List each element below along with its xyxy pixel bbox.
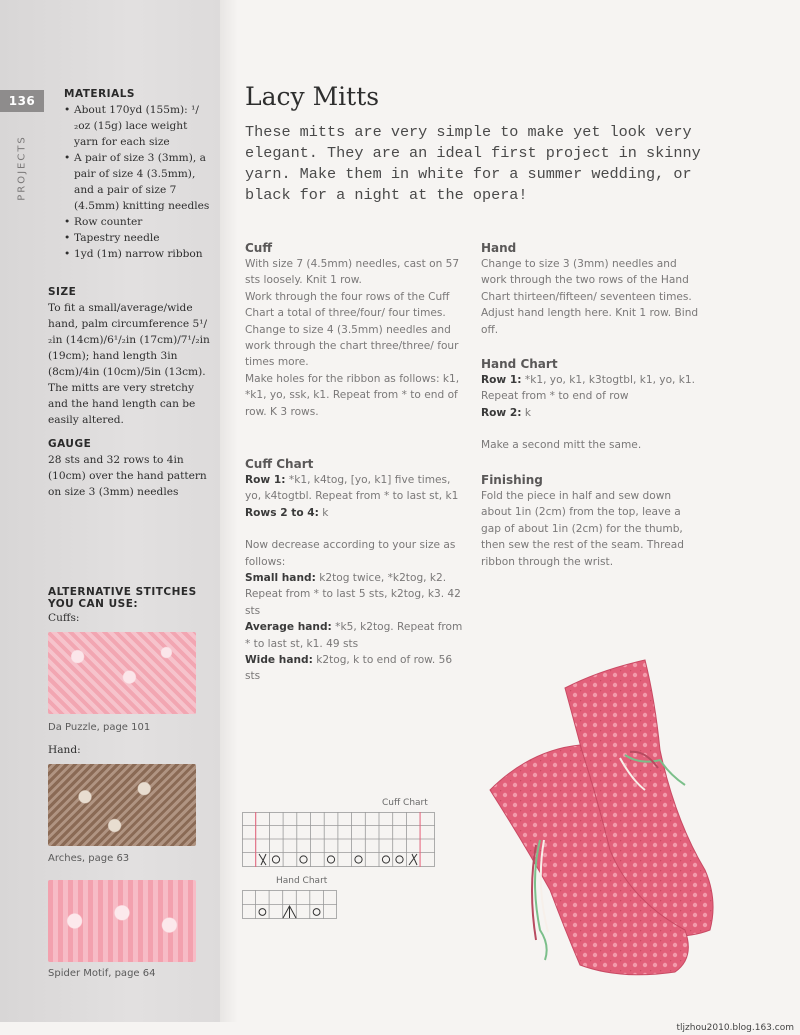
- size-block: [48, 286, 214, 428]
- list-item: • 1yd (1m) narrow ribbon: [64, 246, 214, 262]
- swatch-caption: Arches, page 63: [48, 853, 130, 864]
- cuff-paragraph: Make holes for the ribbon as follows: k1, *k1, yo, ssk, k1. Repeat from * to end of row. K 3 rows.: [245, 372, 460, 418]
- gauge-block: [48, 438, 214, 500]
- cuff-chart-section: [245, 456, 465, 685]
- gutter-shadow: [220, 0, 238, 1022]
- materials-block: [64, 88, 214, 262]
- materials-list: [64, 102, 214, 262]
- list-item: • Tapestry needle: [64, 230, 214, 246]
- page-number: 136: [0, 90, 44, 112]
- hand-section: [481, 240, 703, 338]
- hand-chart-row1: Row 1: *k1, yo, k1, k3togtbl, k1, yo, k1. Repeat from * to end of row: [481, 374, 696, 403]
- cuff-chart-grid: [242, 812, 436, 868]
- hand-heading: Hand: [481, 241, 517, 255]
- finishing-heading: Finishing: [481, 473, 543, 487]
- section-label: PROJECTS: [16, 135, 28, 201]
- cuff-paragraph: With size 7 (4.5mm) needles, cast on 57 sts loosely. Knit 1 row.: [245, 258, 460, 287]
- lacy-mitts-photo: [470, 640, 800, 980]
- gauge-heading: GAUGE: [48, 438, 92, 450]
- hand-chart-label: Hand Chart: [276, 876, 328, 886]
- gauge-text: 28 sts and 32 rows to 4in (10cm) over the hand pattern on size 3 (3mm) needles: [48, 454, 207, 498]
- cuffs-label: Cuffs:: [48, 612, 80, 624]
- decrease-intro: Now decrease according to your size as follows:: [245, 539, 456, 568]
- hand-chart-grid: [242, 890, 338, 920]
- hand-paragraph: Change to size 3 (3mm) needles and work through the two rows of the Hand Chart thirteen/fifteen/ seventeen times. Adjust hand length here. Knit 1 row. Bind off.: [481, 258, 699, 336]
- size-heading: SIZE: [48, 286, 77, 298]
- swatch-arches-image: [48, 764, 196, 846]
- finishing-paragraph: Fold the piece in half and sew down about 1in (2cm) from the top, leave a gap of about 1in (2cm) for the thumb, then sew the rest of the seam. Thread ribbon through the wrist.: [481, 490, 684, 568]
- hand-chart-section: [481, 356, 703, 454]
- alt-heading-line1: ALTERNATIVE STITCHES: [48, 586, 197, 598]
- list-item: • A pair of size 3 (3mm), a pair of size 4 (3.5mm), and a pair of size 7 (4.5mm) knitting needles: [64, 150, 214, 214]
- hand-chart-heading: Hand Chart: [481, 357, 558, 371]
- materials-heading: MATERIALS: [64, 88, 135, 100]
- alt-heading-line2: YOU CAN USE:: [48, 598, 139, 610]
- alternative-stitches-block: [48, 586, 214, 626]
- cuff-chart-label: Cuff Chart: [382, 798, 428, 808]
- cuff-chart-heading: Cuff Chart: [245, 457, 314, 471]
- intro-text: These mitts are very simple to make yet look very elegant. They are an ideal first project in skinny yarn. Make them in white for a summer wedding, or black for a night at the opera!: [245, 123, 701, 204]
- swatch-da-puzzle-image: [48, 632, 196, 714]
- hand-chart-row2: Row 2: k: [481, 406, 532, 419]
- cuff-section: [245, 240, 465, 420]
- list-item: • Row counter: [64, 214, 214, 230]
- swatch-spider-motif-image: [48, 880, 196, 962]
- cuff-chart-row1: Row 1: *k1, k4tog, [yo, k1] five times, yo, k4togtbl. Repeat from * to last st, k1: [245, 474, 459, 503]
- size-text: To fit a small/average/wide hand, palm circumference 5¹/₂in (14cm)/6¹/₂in (17cm)/7¹/₂in (19cm); hand length 3in (8cm)/4in (10cm)/5in (13cm). The mitts are very stretchy and the hand length can be easily altered.: [48, 302, 210, 426]
- wide-hand-instruction: Wide hand: k2tog, k to end of row. 56 sts: [245, 654, 453, 683]
- cuff-paragraph: Work through the four rows of the Cuff Chart a total of three/four/ four times. Change to size 4 (3.5mm) needles and work through the chart three/three/ four times more.: [245, 290, 459, 369]
- second-mitt-note: Make a second mitt the same.: [481, 439, 642, 452]
- swatch-caption: Spider Motif, page 64: [48, 968, 156, 979]
- hand-label: Hand:: [48, 744, 81, 756]
- finishing-section: [481, 472, 703, 570]
- list-item: • About 170yd (155m): ¹/₂oz (15g) lace weight yarn for each size: [64, 102, 214, 150]
- swatch-caption: Da Puzzle, page 101: [48, 722, 151, 733]
- sidebar: [0, 0, 220, 1022]
- small-hand-instruction: Small hand: k2tog twice, *k2tog, k2. Repeat from * to last 5 sts, k2tog, k3. 42 sts: [245, 572, 461, 617]
- cuff-chart-rows2-4: Rows 2 to 4: k: [245, 506, 329, 519]
- cuff-heading: Cuff: [245, 241, 273, 255]
- page-title: Lacy Mitts: [245, 82, 380, 111]
- average-hand-instruction: Average hand: *k5, k2tog. Repeat from * to last st, k1. 49 sts: [245, 621, 463, 650]
- footer-watermark: tljzhou2010.blog.163.com: [676, 1023, 794, 1033]
